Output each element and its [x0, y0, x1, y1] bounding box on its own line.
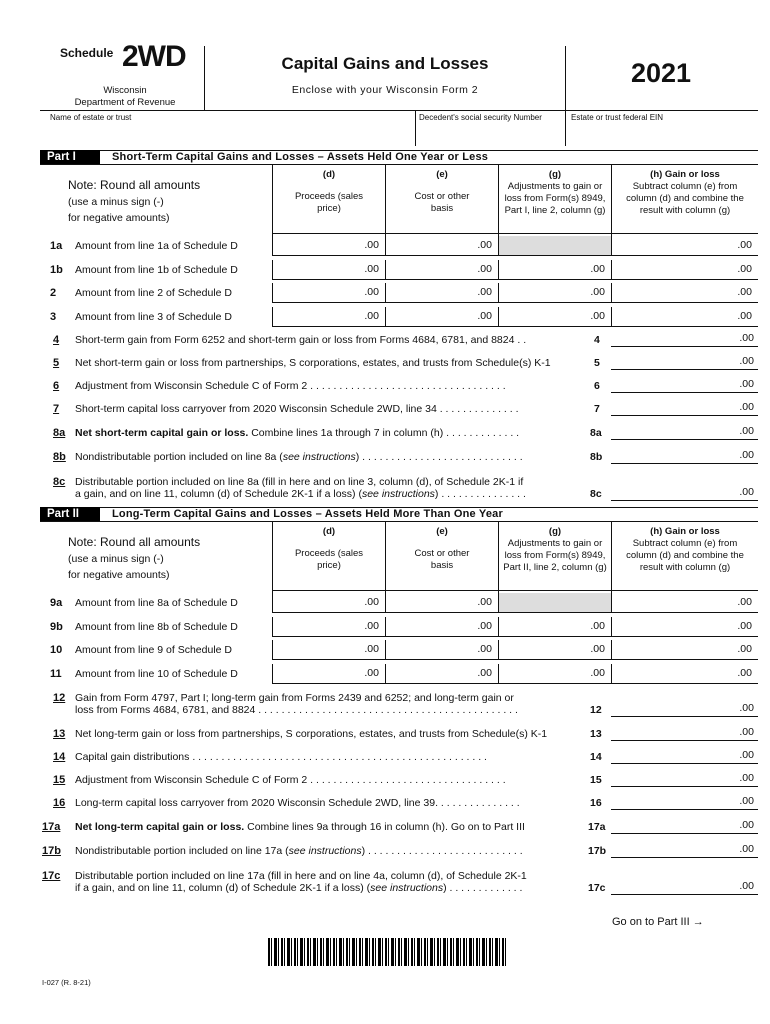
amount-field-e[interactable] — [385, 236, 498, 256]
line-ref: 17a — [588, 821, 606, 833]
amount-field-d[interactable] — [272, 593, 385, 613]
schedule-code: 2WD — [122, 40, 186, 73]
amount-value: .00 — [477, 239, 492, 251]
amount-value: .00 — [739, 795, 754, 807]
p1-col-d-letter: (d) — [322, 169, 336, 180]
table-row — [40, 307, 758, 327]
schedule-word: Schedule — [60, 46, 114, 60]
line-desc-end: ) . . . . . . . . . . . . . . . — [434, 488, 526, 500]
line-ref: 8c — [590, 488, 602, 500]
line-description: Amount from line 10 of Schedule D — [75, 667, 238, 680]
line-ref: 5 — [594, 357, 600, 369]
form-title: Capital Gains and Losses — [281, 54, 489, 73]
header-rule — [40, 110, 758, 111]
part1-note: Note: Round all amounts — [68, 178, 201, 192]
line-number: 13 — [53, 728, 66, 740]
line-ref: 15 — [590, 774, 602, 786]
amount-field-e[interactable] — [385, 260, 498, 280]
amount-field-e[interactable] — [385, 664, 498, 684]
part2-note-line2: for negative amounts) — [68, 569, 170, 581]
line-ref: 8a — [590, 427, 602, 439]
line-desc-text: Adjustment from Wisconsin Schedule C of Form 2 . . . . . . . . . . . . . . . . . . . . . . . . . . . . . . . . . . — [75, 380, 506, 392]
line-ref: 12 — [590, 704, 602, 716]
ein-field[interactable] — [566, 124, 758, 146]
line-description — [75, 821, 525, 833]
amount-value: .00 — [364, 309, 379, 322]
part2-tag: Part II — [40, 507, 100, 522]
line-description-1: Distributable portion included on line 8a (fill in here and on line 3, column (d), of Schedule 2K-1 if — [75, 476, 524, 488]
line-description-1: Gain from Form 4797, Part I; long-term gain from Forms 2439 and 6252; and long-term gain or — [75, 692, 514, 704]
amount-field-g[interactable] — [498, 260, 611, 280]
line-number: 16 — [53, 797, 66, 809]
line-desc-text: Adjustment from Wisconsin Schedule C of Form 2 . . . . . . . . . . . . . . . . . . . . . . . . . . . . . . . . . . — [75, 774, 506, 786]
line-desc-end: ) . . . . . . . . . . . . . . . . . . . . . . . . . . . . — [355, 451, 523, 463]
line-amount-field[interactable] — [611, 355, 758, 370]
amount-value: .00 — [364, 666, 379, 679]
table-row — [40, 664, 758, 684]
amount-value: .00 — [737, 643, 752, 655]
line-number: 17b — [42, 845, 61, 857]
line-amount-field[interactable] — [611, 486, 758, 501]
line-number: 12 — [53, 692, 66, 704]
amount-value: .00 — [364, 239, 379, 251]
line-number: 9b — [50, 620, 63, 633]
amount-value: .00 — [739, 449, 754, 461]
line-desc-text: Short-term capital loss carryover from 2020 Wisconsin Schedule 2WD, line 34 . . . . . . . . . . . . . . — [75, 403, 519, 415]
line-description — [75, 451, 523, 463]
line-number: 4 — [53, 334, 60, 346]
amount-field-d[interactable] — [272, 236, 385, 256]
amount-value: .00 — [590, 666, 605, 679]
amount-field-d[interactable] — [272, 617, 385, 637]
part1-note-line2: for negative amounts) — [68, 212, 170, 224]
amount-value: .00 — [739, 355, 754, 367]
p2-colhead-d — [273, 526, 385, 572]
amount-value: .00 — [739, 401, 754, 413]
line-desc-text: Combine lines 1a through 7 in column (h) . . . . . . . . . . . . . — [248, 427, 520, 439]
amount-value: .00 — [739, 486, 754, 498]
part1-note-sub — [68, 194, 170, 226]
line-number: 1a — [50, 240, 63, 252]
p1-colhead-g — [499, 169, 611, 217]
part1-title: Short-Term Capital Gains and Losses – Assets Held One Year or Less — [112, 151, 489, 163]
amount-value: .00 — [739, 702, 754, 714]
line-description-2 — [75, 704, 518, 716]
amount-field-h[interactable] — [611, 664, 758, 684]
line-description — [75, 797, 520, 809]
line-ref: 16 — [590, 797, 602, 809]
amount-field-d[interactable] — [272, 664, 385, 684]
line-amount-field[interactable] — [611, 819, 758, 834]
amount-value: .00 — [737, 666, 752, 679]
amount-value: .00 — [364, 286, 379, 298]
line-desc-bold: Net long-term capital gain or loss. — [75, 821, 245, 833]
part2-note: Note: Round all amounts — [68, 535, 201, 549]
line-description — [75, 334, 526, 346]
line-desc-text: loss from Forms 4684, 6781, and 8824 . . . . . . . . . . . . . . . . . . . . . . . . . . . . . . . . . . . . . . . . . . . . . — [75, 704, 518, 716]
line-number: 9a — [50, 597, 63, 609]
amount-value: .00 — [739, 843, 754, 855]
amount-field-e[interactable] — [385, 640, 498, 660]
p1-col-h-letter: (h) Gain or loss — [650, 169, 720, 180]
line-description — [75, 380, 506, 392]
line-amount-field[interactable] — [611, 749, 758, 764]
agency — [40, 85, 210, 109]
tax-year: 2021 — [630, 58, 692, 88]
part2-note-line1: (use a minus sign (-) — [68, 553, 164, 565]
p1-col-d-text: Proceeds (sales price) — [294, 191, 364, 214]
line-desc-text: Net short-term gain or loss from partnerships, S corporations, estates, and trusts from Schedule(s) K-1 — [75, 357, 551, 369]
line-description — [75, 728, 547, 740]
amount-value: .00 — [737, 619, 752, 632]
ssn-label: Decedent's social security Number — [419, 113, 542, 122]
line-number: 17c — [42, 870, 61, 882]
line-number: 8c — [53, 476, 66, 488]
amount-field-h[interactable] — [611, 260, 758, 280]
line-ref: 13 — [590, 728, 602, 740]
line-desc-end: ) . . . . . . . . . . . . . . . . . . . . . . . . . . . — [361, 845, 523, 857]
line-description — [75, 357, 551, 369]
line-ref: 14 — [590, 751, 602, 763]
line-desc-italic: see instructions — [282, 451, 356, 463]
p1-colhead-h — [612, 169, 758, 217]
p2-col-d-text: Proceeds (sales price) — [294, 548, 364, 571]
line-number: 14 — [53, 751, 66, 763]
line-description: Amount from line 1a of Schedule D — [75, 240, 238, 252]
table-row — [40, 236, 758, 256]
amount-field-e[interactable] — [385, 617, 498, 637]
amount-value: .00 — [364, 262, 379, 275]
line-description — [75, 751, 487, 763]
amount-value: .00 — [477, 666, 492, 679]
line-desc-text: Combine lines 9a through 16 in column (h). Go on to Part III — [244, 821, 525, 833]
line-description: Amount from line 3 of Schedule D — [75, 310, 232, 323]
amount-value: .00 — [737, 262, 752, 275]
line-description — [75, 774, 506, 786]
line-amount-field[interactable] — [611, 378, 758, 393]
p1-col-e-letter: (e) — [436, 169, 448, 180]
line-amount-field[interactable] — [611, 795, 758, 810]
line-description-2 — [75, 882, 522, 894]
line-desc-text: Net long-term gain or loss from partnerships, S corporations, estates, and trusts from Schedule(s) K-1 — [75, 728, 548, 740]
amount-value: .00 — [739, 726, 754, 738]
line-number: 5 — [53, 357, 60, 369]
line-number: 3 — [50, 310, 57, 323]
line-amount-field[interactable] — [611, 843, 758, 858]
amount-value: .00 — [477, 619, 492, 632]
p1-col-h-text: Subtract column (e) from column (d) and combine the result with column (g) — [626, 181, 744, 216]
line-ref: 6 — [594, 380, 600, 392]
line-desc-text: if a gain, and on line 11, column (d) of Schedule 2K-1 if a loss) ( — [75, 882, 371, 894]
amount-value: .00 — [737, 239, 752, 251]
line-ref: 17c — [588, 882, 606, 894]
line-number: 6 — [53, 380, 60, 392]
line-number: 7 — [53, 403, 60, 415]
agency-line1: Wisconsin — [103, 85, 147, 96]
p2-col-h-letter: (h) Gain or loss — [650, 526, 720, 537]
line-desc-italic: see instructions — [288, 845, 362, 857]
line-description-1: Distributable portion included on line 17a (fill in here and on line 4a, column (d), of Schedule 2K-1 — [75, 870, 527, 882]
agency-line2: Department of Revenue — [74, 97, 176, 108]
part2-bar — [40, 507, 758, 522]
amount-value: .00 — [364, 619, 379, 632]
amount-field-g[interactable] — [498, 307, 611, 327]
amount-value: .00 — [739, 332, 754, 344]
amount-value: .00 — [477, 286, 492, 298]
amount-value: .00 — [477, 262, 492, 275]
amount-value: .00 — [590, 643, 605, 655]
ein-label: Estate or trust federal EIN — [571, 113, 664, 122]
line-amount-field[interactable] — [611, 449, 758, 464]
amount-value: .00 — [590, 309, 605, 322]
amount-value: .00 — [737, 309, 752, 322]
amount-value: .00 — [739, 819, 754, 831]
table-row — [40, 283, 758, 303]
p2-col-g-letter: (g) — [548, 526, 562, 537]
part2-note-sub — [68, 551, 170, 583]
amount-field-g[interactable] — [498, 617, 611, 637]
table-row — [40, 617, 758, 637]
line-description: Amount from line 1b of Schedule D — [75, 263, 238, 276]
amount-value: .00 — [364, 643, 379, 655]
line-desc-text: Long-term capital loss carryover from 2020 Wisconsin Schedule 2WD, line 39. . . . . . . . . . . . . . . — [75, 797, 520, 809]
amount-value: .00 — [364, 596, 379, 608]
amount-field-h[interactable] — [611, 307, 758, 327]
p1-col-e-text: Cost or other basis — [414, 191, 470, 214]
amount-field-h[interactable] — [611, 593, 758, 613]
amount-field-h[interactable] — [611, 283, 758, 303]
amount-value: .00 — [477, 643, 492, 655]
table-row — [40, 260, 758, 280]
line-number: 8a — [53, 427, 66, 439]
line-amount-field[interactable] — [611, 702, 758, 717]
line-number: 15 — [53, 774, 66, 786]
amount-value: .00 — [737, 286, 752, 298]
amount-field-e[interactable] — [385, 283, 498, 303]
amount-field-g[interactable] — [498, 664, 611, 684]
amount-field-g — [498, 593, 611, 613]
p1-col-g-text: Adjustments to gain or loss from Form(s) 8949, Part I, line 2, column (g) — [504, 181, 606, 216]
line-desc-bold: Net short-term capital gain or loss. — [75, 427, 249, 439]
amount-field-e[interactable] — [385, 593, 498, 613]
line-number: 2 — [50, 287, 57, 299]
amount-value: .00 — [477, 596, 492, 608]
line-amount-field[interactable] — [611, 401, 758, 416]
line-description — [75, 845, 523, 857]
line-description-2 — [75, 488, 526, 500]
part2-title: Long-Term Capital Gains and Losses – Assets Held More Than One Year — [112, 508, 503, 520]
amount-field-e[interactable] — [385, 307, 498, 327]
line-ref: 7 — [594, 403, 600, 415]
p2-col-g-text: Adjustments to gain or loss from Form(s) 8949, Part II, line 2, column (g) — [503, 538, 607, 573]
line-number: 8b — [53, 451, 66, 463]
line-ref: 4 — [594, 334, 600, 346]
line-desc-end: ) . . . . . . . . . . . . . — [443, 882, 523, 894]
p2-colhead-rule — [272, 590, 758, 591]
amount-value: .00 — [739, 880, 754, 892]
line-amount-field[interactable] — [611, 332, 758, 347]
line-amount-field[interactable] — [611, 880, 758, 895]
p2-colhead-e — [386, 526, 498, 572]
line-amount-field[interactable] — [611, 425, 758, 440]
line-desc-text: a gain, and on line 11, column (d) of Schedule 2K-1 if a loss) ( — [75, 488, 362, 500]
line-desc-text: Short-term gain from Form 6252 and short-term gain or loss from Forms 4684, 6781, and 8824 . . — [75, 334, 527, 346]
amount-value: .00 — [590, 619, 605, 632]
amount-field-h[interactable] — [611, 236, 758, 256]
amount-field-h[interactable] — [611, 617, 758, 637]
p2-colhead-h — [612, 526, 758, 574]
go-on-part3: Go on to Part III → — [612, 916, 704, 928]
p1-colhead-rule — [272, 233, 758, 234]
part1-bar — [40, 150, 758, 165]
p2-col-e-text: Cost or other basis — [414, 548, 470, 571]
amount-field-g — [498, 236, 611, 256]
name-label: Name of estate or trust — [50, 113, 132, 122]
amount-value: .00 — [590, 286, 605, 298]
barcode — [268, 938, 508, 966]
amount-field-g[interactable] — [498, 283, 611, 303]
line-number: 17a — [42, 821, 61, 833]
part1-note-line1: (use a minus sign (-) — [68, 196, 164, 208]
name-field[interactable] — [40, 124, 415, 146]
amount-value: .00 — [477, 309, 492, 322]
p1-colhead-d — [273, 169, 385, 215]
line-amount-field[interactable] — [611, 726, 758, 741]
line-number: 11 — [50, 667, 62, 680]
table-row — [40, 640, 758, 660]
amount-field-d[interactable] — [272, 307, 385, 327]
line-number: 10 — [50, 644, 63, 656]
p1-colhead-e — [386, 169, 498, 215]
amount-field-d[interactable] — [272, 260, 385, 280]
p1-col-g-letter: (g) — [548, 169, 562, 180]
line-ref: 17b — [588, 845, 607, 857]
table-row — [40, 593, 758, 613]
line-desc-italic: see instructions — [361, 488, 435, 500]
amount-field-h[interactable] — [611, 640, 758, 660]
line-number: 1b — [50, 263, 63, 276]
amount-value: .00 — [590, 262, 605, 275]
form-id: I-027 (R. 8-21) — [42, 978, 91, 987]
amount-value: .00 — [737, 596, 752, 608]
line-desc-italic: see instructions — [370, 882, 444, 894]
part1-tag: Part I — [40, 150, 100, 165]
line-description — [75, 427, 519, 439]
line-description — [75, 403, 519, 415]
p2-col-h-text: Subtract column (e) from column (d) and combine the result with column (g) — [626, 538, 744, 573]
amount-field-d[interactable] — [272, 283, 385, 303]
line-amount-field[interactable] — [611, 772, 758, 787]
enclose-note: Enclose with your Wisconsin Form 2 — [291, 84, 479, 96]
line-description: Amount from line 8a of Schedule D — [75, 597, 238, 609]
line-desc-text: Nondistributable portion included on line 8a ( — [75, 451, 283, 463]
amount-value: .00 — [739, 425, 754, 437]
amount-value: .00 — [739, 378, 754, 390]
line-description: Amount from line 9 of Schedule D — [75, 644, 232, 656]
amount-value: .00 — [739, 749, 754, 761]
line-description: Amount from line 8b of Schedule D — [75, 620, 238, 633]
amount-value: .00 — [739, 772, 754, 784]
line-desc-text: Capital gain distributions . . . . . . . . . . . . . . . . . . . . . . . . . . . . . . . . . . . . . . . . . . . . . . . . . . . — [75, 751, 487, 763]
p2-col-d-letter: (d) — [322, 526, 336, 537]
p2-col-e-letter: (e) — [436, 526, 448, 537]
line-ref: 8b — [590, 451, 603, 463]
p2-colhead-g — [499, 526, 611, 574]
ssn-field[interactable] — [416, 124, 565, 146]
amount-field-d[interactable] — [272, 640, 385, 660]
line-description: Amount from line 2 of Schedule D — [75, 287, 232, 299]
line-desc-text: Nondistributable portion included on line 17a ( — [75, 845, 289, 857]
amount-field-g[interactable] — [498, 640, 611, 660]
